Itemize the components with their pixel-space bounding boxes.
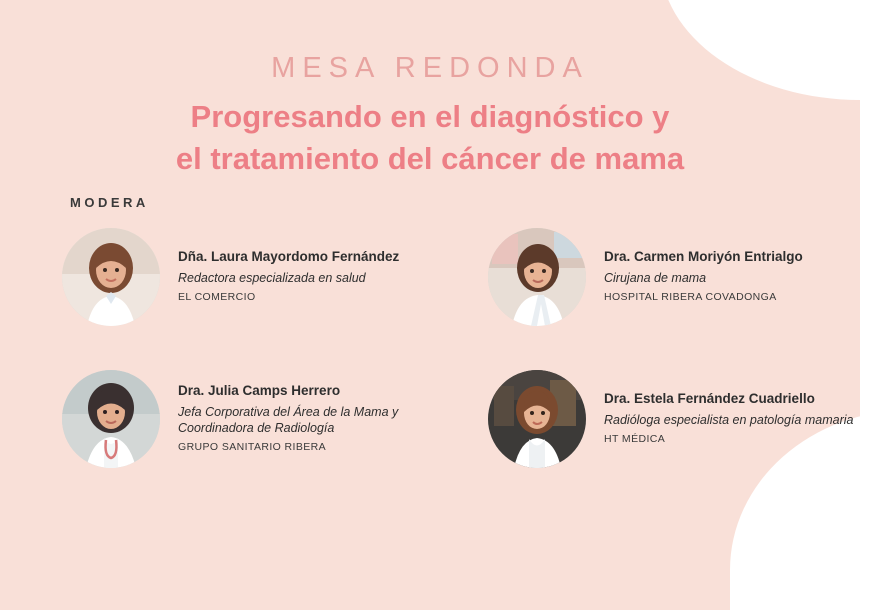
speaker-info <box>178 383 428 455</box>
speaker-card <box>488 228 803 326</box>
page-title <box>0 96 860 180</box>
speaker-card <box>62 370 428 468</box>
avatar <box>62 370 160 468</box>
avatar <box>62 228 160 326</box>
avatar <box>488 228 586 326</box>
speaker-role: Jefa Corporativa del Área de la Mama y Coordinadora de Radiología <box>178 404 399 436</box>
speaker-name: Dra. Carmen Moriyón Entrialgo <box>604 249 803 265</box>
speaker-org: GRUPO SANITARIO RIBERA <box>178 441 327 454</box>
title-line-2: el tratamiento del cáncer de mama <box>175 140 685 176</box>
speaker-name: Dra. Estela Fernández Cuadriello <box>604 391 815 407</box>
speaker-org: HT MÉDICA <box>604 433 666 446</box>
moderator-label: MODERA <box>70 195 149 210</box>
speaker-role: Cirujana de mama <box>604 270 707 285</box>
speaker-info <box>604 391 853 447</box>
speaker-org: EL COMERCIO <box>178 291 256 304</box>
speaker-info <box>178 249 399 305</box>
speaker-card <box>488 370 853 468</box>
kicker-text: MESA REDONDA <box>271 52 589 84</box>
speaker-role: Redactora especializada en salud <box>178 270 366 285</box>
avatar <box>488 370 586 468</box>
speaker-card <box>62 228 399 326</box>
speaker-name: Dña. Laura Mayordomo Fernández <box>178 249 400 265</box>
speaker-org: HOSPITAL RIBERA COVADONGA <box>604 291 777 304</box>
speaker-role: Radióloga especialista en patología mamaria <box>604 412 854 427</box>
speaker-info <box>604 249 803 305</box>
title-line-1: Progresando en el diagnóstico y <box>190 99 670 134</box>
speaker-name: Dra. Julia Camps Herrero <box>178 382 341 398</box>
